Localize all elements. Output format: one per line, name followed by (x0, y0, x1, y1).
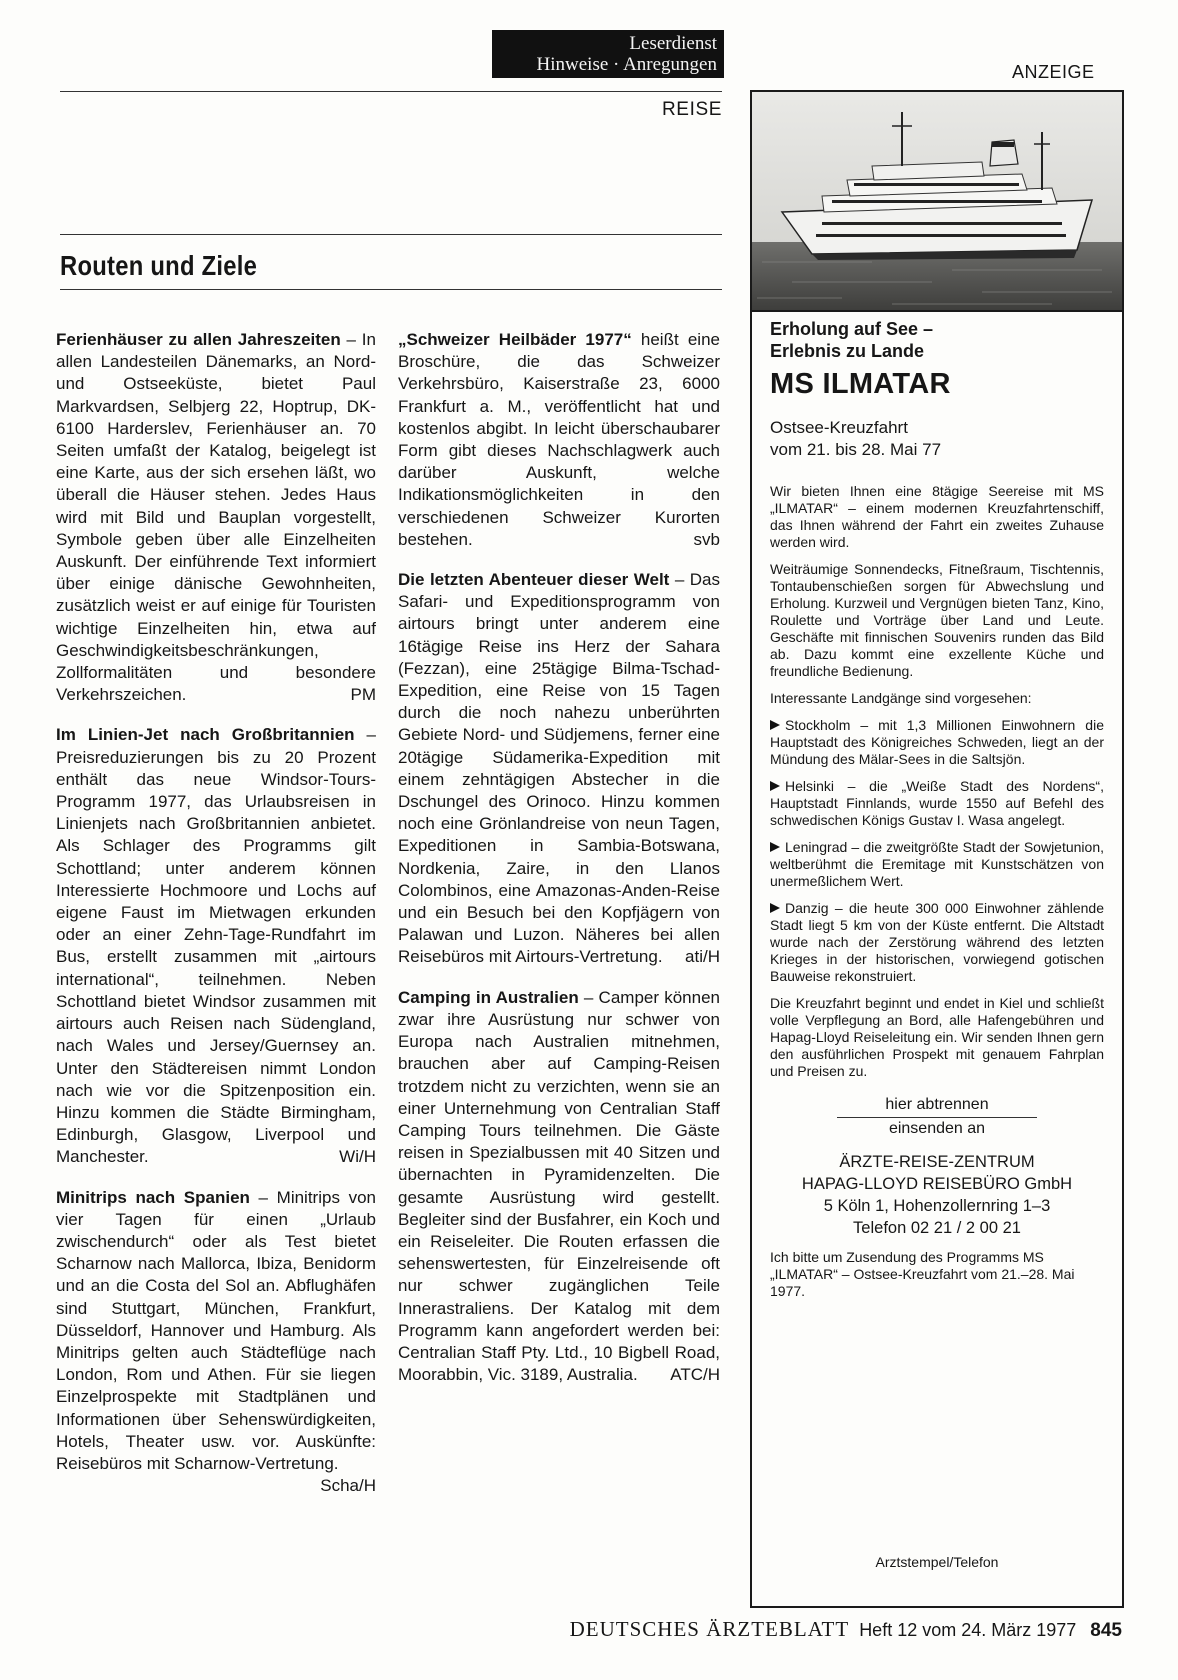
port-text: Leningrad – die zweitgrößte Stadt der Sowjetunion, weltberühmt die Eremitage mit Kunstschätzen von unermeßlichem Wert. (770, 839, 1104, 889)
ad-headline-line1: Erholung auf See – (770, 319, 934, 339)
header-rule (60, 91, 722, 92)
item-heading: „Schweizer Heilbäder 1977“ (398, 330, 632, 349)
item-signature: PM (350, 685, 376, 705)
port-item (770, 778, 1104, 829)
cruise-subtitle-line1: Ostsee-Kreuzfahrt (770, 418, 908, 437)
triangle-bullet-icon (770, 720, 780, 730)
article-column-2 (398, 329, 720, 1404)
address-line: 5 Köln 1, Hohenzollernring 1–3 (823, 1197, 1051, 1215)
item-signature: ATC/H (670, 1365, 720, 1385)
item-body: – Minitrips von vier Tagen für einen „Urlaub zwischendurch“ oder als Test bietet Scharnow nach Mallorca, Ibiza, Benidorm und an die Costa del Sol an. Abflughäfen sind Stuttgart, München, Frankfurt, Düsseldorf, Hannover und Hamburg. Als Minitrips gelten auch Städteflüge nach London, Rom und Athen. Für sie liegen Einzelprospekte mit Stadtplänen und Informationen über Sehenswürdigkeiten, Hotels, Theater usw. vor. Auskünfte: Reisebüros mit Scharnow-Vertretung. (56, 1187, 376, 1473)
cruise-dates: vom 21. bis 28. Mai 77 (770, 440, 942, 459)
section-label-box (492, 30, 724, 78)
article-column-1 (56, 329, 376, 1515)
port-text: Stockholm – mit 1,3 Millionen Einwohnern die Hauptstadt des Königreiches Schweden, liegt an der Mündung des Mälar-Sees in die Saltsjön. (770, 717, 1104, 767)
triangle-bullet-icon (770, 781, 780, 791)
issue-info: Heft 12 vom 24. März 1977 (859, 1620, 1077, 1640)
address-line: Telefon 02 21 / 2 00 21 (853, 1219, 1021, 1237)
article-item (398, 329, 720, 551)
item-signature: Scha/H (320, 1476, 376, 1496)
journal-name: DEUTSCHES ÄRZTEBLATT (569, 1617, 850, 1641)
item-heading: Die letzten Abenteuer dieser Welt (398, 570, 670, 590)
page-footer (400, 1617, 1122, 1642)
item-heading: Minitrips nach Spanien (56, 1187, 250, 1207)
item-heading: Camping in Australien (398, 987, 579, 1007)
item-signature: ati/H (685, 947, 720, 967)
advertisement-body (770, 318, 1104, 1300)
ad-headline (770, 318, 1104, 362)
port-text: Helsinki – die „Weiße Stadt des Nordens“, Hauptstadt Finnlands, wurde 1550 auf Befehl des schwedischen Königs Gustav I. Wasa angelegt. (770, 778, 1104, 828)
article-item (56, 1187, 376, 1498)
article-item (56, 329, 376, 706)
ship-name: MS ILMATAR (770, 368, 951, 400)
triangle-bullet-icon (770, 842, 780, 852)
item-signature: Wi/H (339, 1147, 376, 1167)
item-heading: Im Linien-Jet nach Großbritannien (56, 725, 355, 745)
coupon-request-text: Ich bitte um Zusendung des Programms MS „ILMATAR“ – Ostsee-Kreuzfahrt vom 21.–28. Mai 1977. (770, 1249, 1075, 1299)
ad-paragraph: Weiträumige Sonnendecks, Fitneßraum, Tischtennis, Tontaubenschießen sorgen für Abwechslung und Erholung. Kurzweil und Vergnügen bieten Tanz, Kino, Roulette und Vorträge über Land und Leute. Geschäfte mit finnischen Souvenirs runden das Bild ab. Dazu kommt eine exzellente Küche und freundliche Bedienung. (770, 561, 1104, 679)
send-to-label: einsenden an (888, 1120, 986, 1137)
ad-headline-line2: Erlebnis zu Lande (770, 341, 925, 361)
section-label-line2: Hinweise · Anregungen (536, 54, 717, 75)
port-item (770, 839, 1104, 890)
article-title: Routen und Ziele (60, 250, 258, 281)
triangle-bullet-icon (770, 903, 780, 913)
cut-here-label: hier abtrennen (885, 1096, 989, 1113)
article-item (56, 724, 376, 1168)
port-item (770, 717, 1104, 768)
item-body: – Camper können zwar ihre Ausrüstung nur schwer von Europa nach Australien mitnehmen, brauchen aber auf Camping-Reisen trotzdem nicht zu verzichten, wenn sie an einer Unternehmung von Centralian Staff Camping Tours teilnehmen. Die Gäste reisen in Spezialbussen mit 40 Sitzen und übernachten in Pyramidenzelten. Die gesamte Ausrüstung wird gestellt. Begleiter sind der Busfahrer, ein Koch und ein Reiseleiter. Die Routen erfassen die sehenswertesten, für Einzelreisende oft nur schwer zugänglichen Teile Innerastraliens. Der Katalog mit dem Programm kann angefordert werden bei: Centralian Staff Pty. Ltd., 10 Bigbell Road, Moorabbin, Vic. 3189, Australia. (398, 987, 720, 1385)
port-item (770, 900, 1104, 985)
item-body: – In allen Landesteilen Dänemarks, an Nord- und Ostseeküste, bietet Paul Markvardsen, Selbjerg 22, Hoptrup, DK-6100 Harderslev, Ferienhäuser an. 70 Seiten umfaßt der Katalog, beigelegt ist eine Karte, aus der sich ersehen läßt, wo überall die Häuser stehen. Jedes Haus wird mit Bild und Bauplan vorgestellt, Symbole geben über alle Einzelheiten Auskunft. Der einführende Text informiert über einige dänische Gewohnheiten, zusätzlich weist er auf einige für Touristen wichtige Einzelheiten hin, etwa auf Geschwindigkeitsbeschränkungen, Zollformalitäten und besondere Verkehrszeichen. (56, 330, 376, 705)
address-line: ÄRZTE-REISE-ZENTRUM (839, 1153, 1035, 1171)
port-text: Danzig – die heute 300 000 Einwohner zählende Stadt liegt 5 km von der Küste entfernt. Die Altstadt wurde nach der Zerstörung während des letzten Krieges in der historischen, vorwiegend gotischen Bauweise rekonstruiert. (770, 900, 1104, 984)
item-signature: svb (693, 529, 720, 549)
coupon-address (770, 1151, 1104, 1239)
item-body: – Das Safari- und Expeditionsprogramm von airtours bringt unter anderem eine 16tägige Reise ins Herz der Sahara (Fezzan), eine 25tägige Bilma-Tschad-Expedition, eine Reise von 15 Tagen durch die noch nahezu unberührten Gebiete Nord- und Südjemens, ferner eine 20tägige Südamerika-Expedition mit einem zehntägigen Abstecher in die Dschungel des Orinoco. Hinzu kommen noch eine Grönlandreise von neun Tagen, Expeditionen in Sambia-Botswana, Nordkenia, Zaire, in den Llanos Colombinos, eine Amazonas-Anden-Reise und ein Besuch bei den Kopfjägern von Palawan und Luzon. Näheres bei allen Reisebüros mit Airtours-Vertretung. (398, 570, 720, 967)
item-body: – Preisreduzierungen bis zu 20 Prozent enthält das neue Windsor-Tours-Programm 1977, das Urlaubsreisen in Linienjets nach Großbritannien anbietet. Als Schlager des Programms gilt Schottland; unter anderem können Interessierte Hochmoore und Lochs auf eigene Faust im Mietwagen erkunden oder an einer Zehn-Tage-Rundfahrt im Bus, erstellt zusammen mit „airtours international“, teilnehmen. Neben Schottland bietet Windsor zusammen mit airtours auch Reisen nach Südengland, nach Wales und Jersey/Guernsey an. Unter den Städtereisen nimmt London nach wie vor die Spitzenposition ein. Hinzu kommen die Städte Birmingham, Edinburgh, Glasgow, Liverpool und Manchester. (56, 725, 376, 1167)
item-body: heißt eine Broschüre, die das Schweizer Verkehrsbüro, Kaiserstraße 23, 6000 Frankfurt a. M., veröffentlicht hat und kostenlos abgibt. In leicht überschaubarer Form gibt dieses Nachschlagwerk auch darüber Auskunft, welche Indikationsmöglichkeiten in den verschiedenen Schweizer Kurorten bestehen. (398, 330, 720, 549)
ad-paragraph: Interessante Landgänge sind vorgesehen: (770, 690, 1032, 706)
page-number: 845 (1090, 1620, 1122, 1641)
ad-paragraph: Wir bieten Ihnen eine 8tägige Seereise mit MS „ILMATAR“ – einem modernen Kreuzfahrtenschiff, das Ihnen während der Fahrt ein zweites Zuhause werden wird. (770, 483, 1104, 550)
address-line: HAPAG-LLOYD REISEBÜRO GmbH (801, 1175, 1073, 1193)
item-heading: Ferienhäuser zu allen Jahreszeiten (56, 330, 341, 349)
stamp-field-label: Arztstempel/Telefon (875, 1554, 999, 1570)
section-label-line1: Leserdienst (629, 33, 717, 54)
article-item (398, 987, 720, 1387)
title-rule-top (60, 234, 722, 235)
ad-paragraph: Die Kreuzfahrt beginnt und endet in Kiel und schließt volle Verpflegung an Bord, alle Hafengebühren und Hapag-Lloyd Reiseleitung ein. Wir senden Ihnen gern den ausführlichen Prospekt mit genauem Fahrplan und Preisen zu. (770, 995, 1104, 1079)
ad-label: ANZEIGE (1012, 62, 1095, 82)
title-rule-bottom (60, 289, 722, 290)
cruise-subtitle (770, 417, 1104, 461)
coupon-cut-instruction (770, 1094, 1104, 1139)
photo-divider (752, 310, 1122, 312)
rubric-label: REISE (661, 99, 722, 120)
article-item (398, 569, 720, 969)
cruise-ship-photo (752, 92, 1122, 310)
